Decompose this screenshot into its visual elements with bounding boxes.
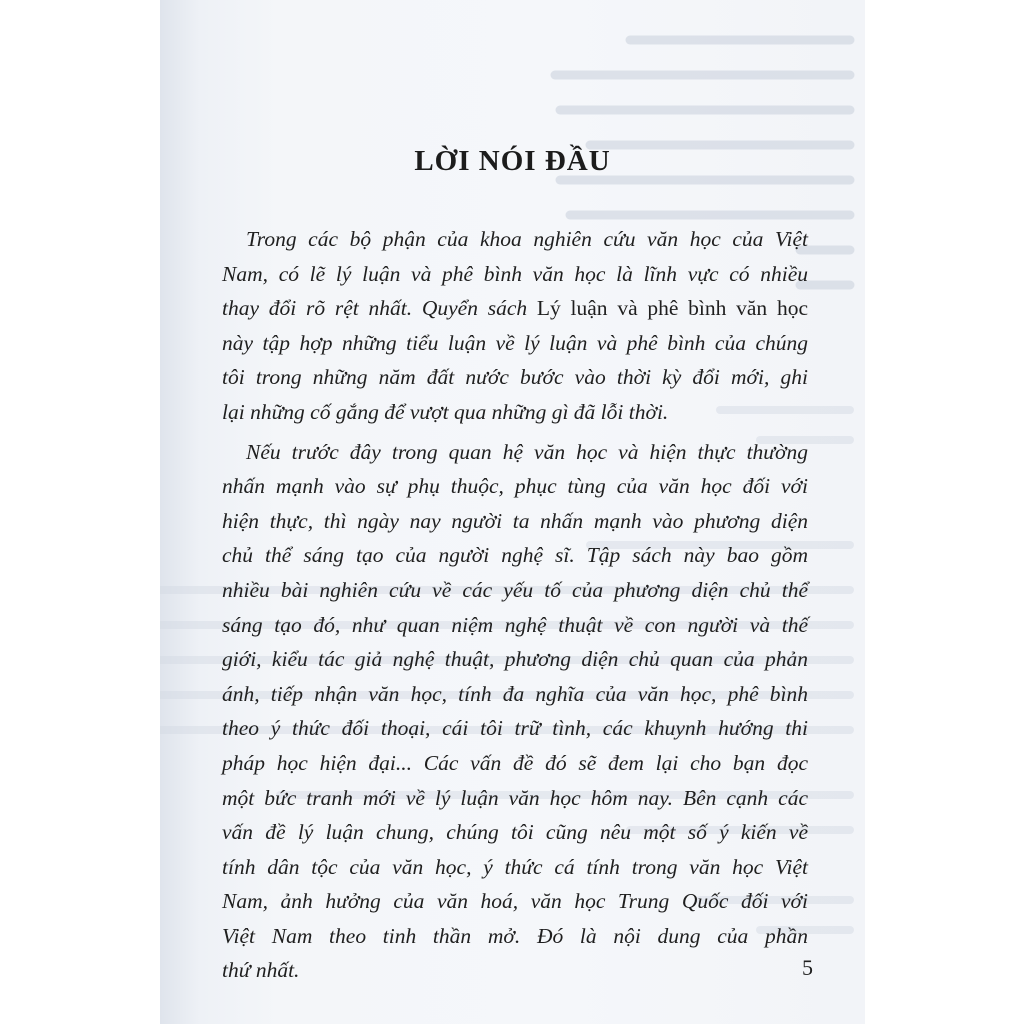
text-line: thứ nhất. (222, 958, 300, 983)
body-text (222, 222, 808, 993)
text-line: Nếu trước đây trong quan hệ văn học và hiện thực thường (246, 439, 808, 464)
text-line: Nam, có lẽ lý luận và phê bình văn học là lĩnh vực có nhiều (222, 261, 808, 286)
text-line (222, 291, 808, 326)
text-line: tính dân tộc của văn học, ý thức cá tính trong văn học Việt (222, 854, 808, 879)
text-line: tôi trong những năm đất nước bước vào thời kỳ đổi mới, ghi (222, 365, 808, 390)
book-title-reference: Lý luận và phê bình văn học (536, 296, 808, 321)
text-line: chủ thể sáng tạo của người nghệ sĩ. Tập sách này bao gồm (222, 543, 808, 568)
text-line: nhấn mạnh vào sự phụ thuộc, phục tùng của văn học đối với (222, 474, 808, 499)
text-line: nhiều bài nghiên cứu về các yếu tố của phương diện chủ thể (222, 577, 808, 602)
text-line: ánh, tiếp nhận văn học, tính đa nghĩa của văn học, phê bình (222, 681, 808, 706)
page-title: LỜI NÓI ĐẦU (414, 145, 611, 177)
text-line: Trong các bộ phận của khoa nghiên cứu văn học của Việt (246, 227, 808, 251)
text-line: giới, kiểu tác giả nghệ thuật, phương diện chủ quan của phản (222, 647, 808, 672)
text-run: thay đổi rõ rệt nhất. Quyển sách (222, 296, 537, 321)
text-line: vấn đề lý luận chung, chúng tôi cũng nêu một số ý kiến về (222, 820, 808, 845)
text-line: pháp học hiện đại... Các vấn đề đó sẽ đem lại cho bạn đọc (222, 750, 808, 775)
text-line: hiện thực, thì ngày nay người ta nhấn mạnh vào phương diện (222, 508, 808, 533)
text-line: lại những cố gắng để vượt qua những gì đã lỗi thời. (222, 399, 669, 424)
paragraph (222, 222, 808, 430)
text-line: sáng tạo đó, như quan niệm nghệ thuật về con người và thế (222, 612, 808, 637)
paragraph (222, 435, 808, 989)
text-line: một bức tranh mới về lý luận văn học hôm nay. Bên cạnh các (222, 785, 808, 810)
text-line: Nam, ảnh hưởng của văn hoá, văn học Trung Quốc đối với (222, 889, 808, 914)
page-number: 5 (802, 955, 813, 980)
text-line: Việt Nam theo tinh thần mở. Đó là nội dung của phần (222, 923, 808, 948)
text-line: theo ý thức đối thoại, cái tôi trữ tình, các khuynh hướng thi (222, 716, 808, 741)
book-page (160, 0, 865, 1024)
text-line: này tập hợp những tiểu luận về lý luận và phê bình của chúng (222, 330, 808, 355)
